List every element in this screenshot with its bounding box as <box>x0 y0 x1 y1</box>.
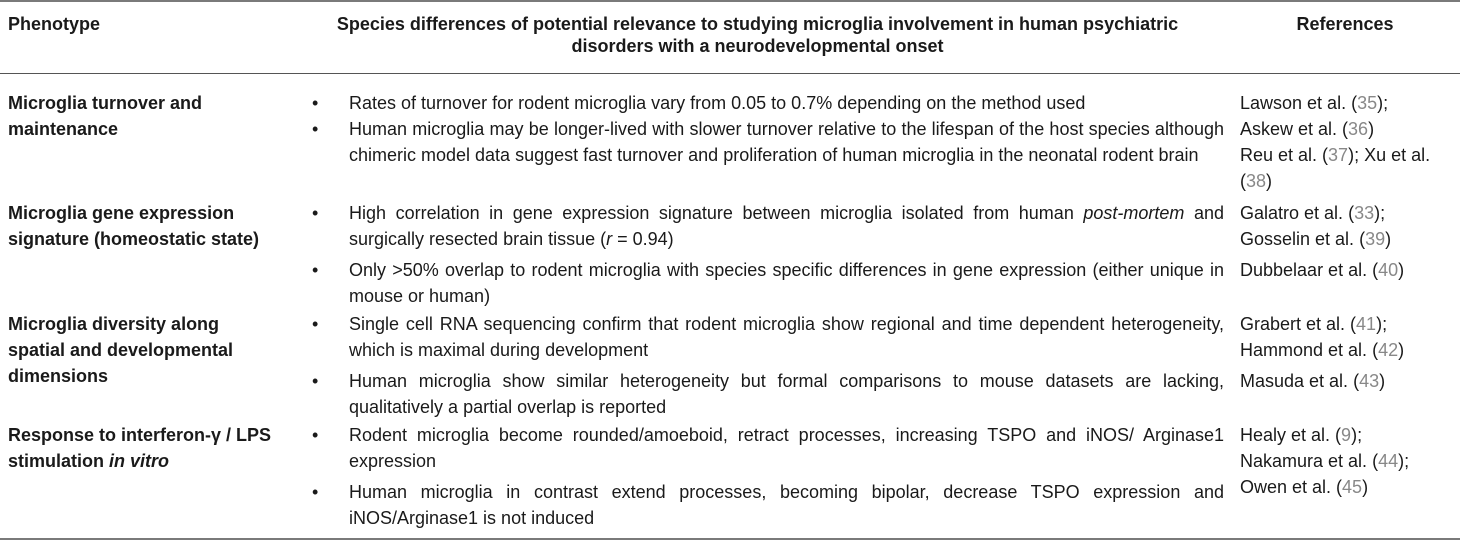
header-references: References <box>1296 14 1394 34</box>
bullet-text: Only >50% overlap to rodent microglia with species specific differences in gene expression (either unique in mouse or human) <box>349 260 1224 306</box>
ref-number: 40 <box>1378 260 1399 280</box>
bullet-marker: • <box>312 425 319 445</box>
bullet-marker: • <box>312 371 319 391</box>
header-rule <box>0 73 1460 74</box>
references-cell: Grabert et al. (41); Hammond et al. (42) Masuda et al. (43) <box>1240 314 1405 391</box>
ref-name: Gosselin et al. <box>1240 229 1355 249</box>
ref-name: Grabert et al. <box>1240 314 1346 334</box>
bullet-text: Human microglia show similar heterogeneity but formal comparisons to mouse datasets are lacking, qualitatively a partial overlap is reported <box>349 371 1224 417</box>
ref-number: 44 <box>1378 451 1399 471</box>
references-cell: Healy et al. (9); Nakamura et al. (44); Owen et al. (45) <box>1240 425 1410 497</box>
bullet-text: Human microglia in contrast extend processes, becoming bipolar, decrease TSPO expression and iNOS/Arginase1 is not induced <box>349 482 1224 528</box>
bullet-marker: • <box>312 260 319 280</box>
ref-number: 37 <box>1328 145 1349 165</box>
ref-name: Reu et al. <box>1240 145 1318 165</box>
phenotype-cell: Microglia gene expression signature (homeostatic state) <box>8 203 260 249</box>
references-cell: Lawson et al. (35); Askew et al. (36) Reu et al. (37); Xu et al. (38) <box>1240 93 1431 191</box>
header-differences: Species differences of potential relevance to studying microglia involvement in human psychiatric disorders with a neurodevelopmental onset <box>336 14 1179 56</box>
ref-name: Hammond et al. <box>1240 340 1368 360</box>
bullet-marker: • <box>312 314 319 334</box>
phenotype-cell: Response to interferon-γ / LPS stimulation in vitro <box>8 425 272 471</box>
phenotype-cell: Microglia diversity along spatial and developmental dimensions <box>8 314 234 386</box>
references-cell: Galatro et al. (33); Gosselin et al. (39) Dubbelaar et al. (40) <box>1240 203 1405 280</box>
ref-name: Dubbelaar et al. <box>1240 260 1368 280</box>
bullet-text: Rodent microglia become rounded/amoeboid, retract processes, increasing TSPO and iNOS/ Arginase1 expression <box>349 425 1224 471</box>
ref-name: Healy et al. <box>1240 425 1331 445</box>
bullet-marker: • <box>312 482 319 502</box>
ref-name: Lawson et al. <box>1240 93 1347 113</box>
ref-number: 43 <box>1359 371 1380 391</box>
ref-number: 36 <box>1348 119 1369 139</box>
ref-name: Galatro et al. <box>1240 203 1344 223</box>
ref-name: Owen et al. <box>1240 477 1332 497</box>
bullet-text: Single cell RNA sequencing confirm that rodent microglia show regional and time dependent heterogeneity, which is maximal during development <box>349 314 1224 360</box>
ref-number: 38 <box>1246 171 1267 191</box>
ref-number: 9 <box>1341 425 1352 445</box>
ref-number: 42 <box>1378 340 1399 360</box>
phenotype-cell: Microglia turnover and maintenance <box>8 93 203 139</box>
ref-number: 33 <box>1354 203 1375 223</box>
bullet-marker: • <box>312 93 319 113</box>
ref-number: 35 <box>1357 93 1378 113</box>
ref-number: 45 <box>1342 477 1363 497</box>
ref-number: 39 <box>1365 229 1386 249</box>
header-phenotype: Phenotype <box>8 14 101 34</box>
ref-number: 41 <box>1356 314 1377 334</box>
bullet-text: Human microglia may be longer-lived with slower turnover relative to the lifespan of the host species although chimeric model data suggest fast turnover and proliferation of human microglia in the neonatal rodent brain <box>349 119 1224 165</box>
ref-name: Askew et al. <box>1240 119 1338 139</box>
bullet-marker: • <box>312 203 319 223</box>
bullet-marker: • <box>312 119 319 139</box>
bullet-text: Rates of turnover for rodent microglia vary from 0.05 to 0.7% depending on the method used <box>349 93 1086 113</box>
ref-name: Nakamura et al. <box>1240 451 1368 471</box>
ref-name: Xu et al. <box>1364 145 1431 165</box>
bullet-text: High correlation in gene expression signature between microglia isolated from human post-mortem and surgically resected brain tissue (r = 0.94) <box>349 203 1224 249</box>
table-top-rule <box>0 0 1460 2</box>
ref-name: Masuda et al. <box>1240 371 1349 391</box>
